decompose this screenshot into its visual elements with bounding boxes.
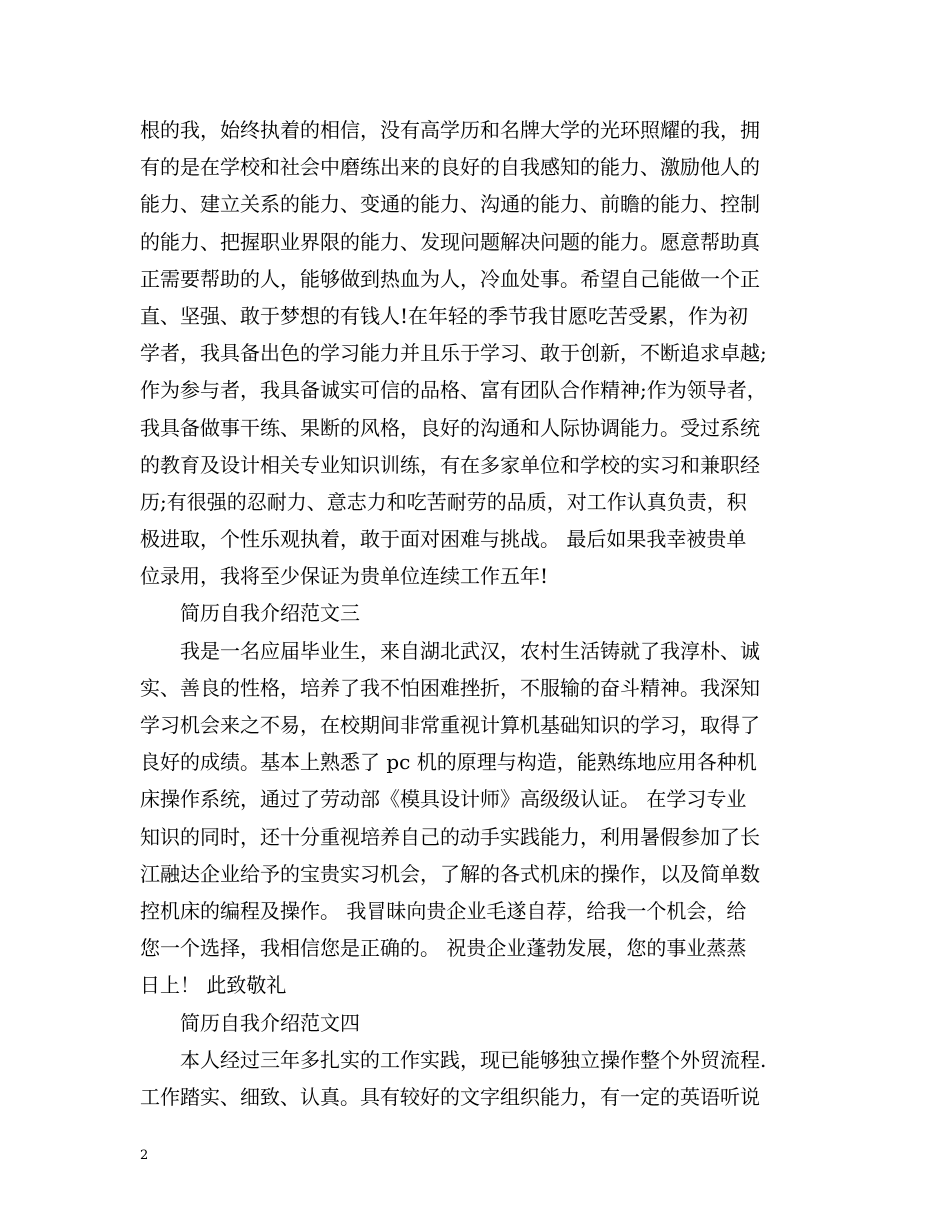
text-line: 历;有很强的忍耐力、意志力和吃苦耐劳的品质，对工作认真负责，积 xyxy=(140,489,747,514)
text-line: 有的是在学校和社会中磨练出来的良好的自我感知的能力、激励他人的 xyxy=(140,155,760,180)
text-line: 日上！ 此致敬礼 xyxy=(140,973,287,998)
text-line: 直、坚强、敢于梦想的有钱人!在年轻的季节我甘愿吃苦受累，作为初 xyxy=(140,303,749,328)
text-line: 的教育及设计相关专业知识训练，有在多家单位和学校的实习和兼职经 xyxy=(140,452,760,477)
text-line: 床操作系统，通过了劳动部《模具设计师》高级级认证。 在学习专业 xyxy=(140,787,747,812)
text-line: 学习机会来之不易，在校期间非常重视计算机基础知识的学习，取得了 xyxy=(140,713,760,737)
section-heading: 简历自我介绍范文三 xyxy=(180,601,360,626)
text-line: 工作踏实、细致、认真。具有较好的文字组织能力，有一定的英语听说 xyxy=(140,1084,760,1109)
text-line: 学者，我具备出色的学习能力并且乐于学习、敢于创新，不断追求卓越; xyxy=(140,341,767,366)
text-line: 位录用，我将至少保证为贵单位连续工作五年! xyxy=(140,564,549,589)
text-line: 的能力、把握职业界限的能力、发现问题解决问题的能力。愿意帮助真 xyxy=(140,229,760,254)
text-line: 作为参与者，我具备诚实可信的品格、富有团队合作精神;作为领导者， xyxy=(140,378,767,403)
text-line: 能力、建立关系的能力、变通的能力、沟通的能力、前瞻的能力、控制 xyxy=(140,192,760,217)
text-line: 本人经过三年多扎实的工作实践，现已能够独立操作整个外贸流程. xyxy=(180,1047,767,1072)
text-line: 江融达企业给予的宝贵实习机会，了解的各式机床的操作，以及简单数 xyxy=(140,861,760,886)
text-line: 控机床的编程及操作。 我冒昧向贵企业毛遂自荐，给我一个机会，给 xyxy=(140,898,747,923)
body-text xyxy=(140,112,820,1116)
text-line: 极进取，个性乐观执着，敢于面对困难与挑战。 最后如果我幸被贵单 xyxy=(140,527,747,552)
text-line: 您一个选择，我相信您是正确的。 祝贵企业蓬勃发展，您的事业蒸蒸 xyxy=(140,936,747,961)
text-line: 良好的成绩。基本上熟悉了 pc 机的原理与构造，能熟练地应用各种机 xyxy=(140,750,757,775)
text-line: 我是一名应届毕业生，来自湖北武汉，农村生活铸就了我淳朴、诚 xyxy=(180,638,760,663)
section-heading: 简历自我介绍范文四 xyxy=(180,1010,360,1035)
text-line: 我具备做事干练、果断的风格，良好的沟通和人际协调能力。受过系统 xyxy=(140,415,760,440)
text-line: 知识的同时，还十分重视培养自己的动手实践能力，利用暑假参加了长 xyxy=(140,824,760,849)
text-line: 根的我，始终执着的相信，没有高学历和名牌大学的光环照耀的我，拥 xyxy=(140,118,760,142)
text-line: 实、善良的性格，培养了我不怕困难挫折，不服输的奋斗精神。我深知 xyxy=(140,675,760,700)
page-number: 2 xyxy=(140,1148,149,1163)
text-line: 正需要帮助的人，能够做到热血为人，冷血处事。希望自己能做一个正 xyxy=(140,266,760,291)
